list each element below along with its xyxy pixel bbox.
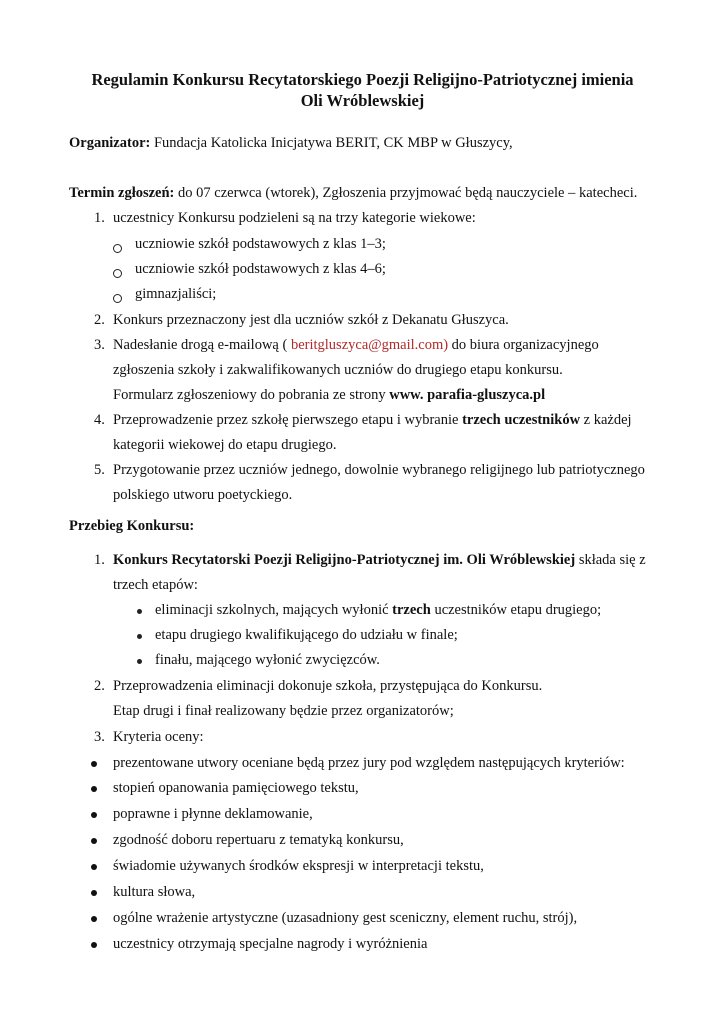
rule-3-number: 3. [94, 337, 105, 353]
organizer-label: Organizator: [69, 135, 151, 151]
rule-4-bold: trzech uczestników [462, 412, 581, 428]
website-link[interactable]: www. parafia-gluszyca.pl [389, 387, 546, 403]
course-1-number: 1. [94, 552, 105, 568]
criteria-item: poprawne i płynne deklamowanie, [113, 806, 313, 822]
email-link[interactable]: beritgluszyca@gmail.com) [290, 337, 449, 353]
course-1-text-after: składa się z [575, 552, 646, 568]
title-line-2: Oli Wróblewskiej [300, 91, 425, 110]
bullet-icon [137, 651, 142, 669]
bullet-icon [91, 779, 97, 797]
rule-4-text-before: Przeprowadzenie przez szkołę pierwszego etapu i wybranie [113, 412, 463, 428]
rule-3-line-3-text: Formularz zgłoszeniowy do pobrania ze strony [113, 387, 390, 403]
deadline-text: do 07 czerwca (wtorek), Zgłoszenia przyjmować będą nauczyciele – katecheci. [178, 185, 638, 201]
circle-bullet-icon [113, 265, 122, 283]
course-1-bold: Konkurs Recytatorski Poezji Religijno-Patriotycznej im. Oli Wróblewskiej [113, 552, 576, 568]
criteria-item: prezentowane utwory oceniane będą przez jury pod względem następujących kryteriów: [113, 755, 625, 771]
rule-4-text [113, 411, 632, 429]
document-title [40, 69, 685, 111]
bullet-icon [91, 909, 97, 927]
criteria-item: stopień opanowania pamięciowego tekstu, [113, 780, 359, 796]
rule-4-number: 4. [94, 412, 105, 428]
rule-2-number: 2. [94, 312, 105, 328]
criteria-item: kultura słowa, [113, 884, 196, 900]
bullet-icon [137, 601, 142, 619]
stage-item: etapu drugiego kwalifikującego do udziału w finale; [155, 627, 458, 643]
rule-4-line-2: kategorii wiekowej do etapu drugiego. [113, 437, 337, 453]
category-item: uczniowie szkół podstawowych z klas 4–6; [135, 261, 386, 277]
rule-3-line-2: zgłoszenia szkoły i zakwalifikowanych uczniów do drugiego etapu konkursu. [113, 362, 563, 378]
course-heading: Przebieg Konkursu: [69, 518, 195, 534]
course-2-line-2: Etap drugi i finał realizowany będzie przez organizatorów; [113, 703, 454, 719]
course-1-line-2: trzech etapów: [113, 577, 198, 593]
bullet-icon [91, 754, 97, 772]
bullet-icon [91, 805, 97, 823]
criteria-item: uczestnicy otrzymają specjalne nagrody i wyróżnienia [113, 936, 428, 952]
bullet-icon [91, 935, 97, 953]
circle-bullet-icon [113, 290, 122, 308]
criteria-item: ogólne wrażenie artystyczne (uzasadniony gest sceniczny, element ruchu, strój), [113, 910, 578, 926]
bullet-icon [91, 857, 97, 875]
bullet-icon [91, 831, 97, 849]
course-3-number: 3. [94, 729, 105, 745]
bullet-icon [91, 883, 97, 901]
rule-4-text-after: z każdej [580, 412, 632, 428]
rule-3-text-before: Nadesłanie drogą e-mailową ( [113, 337, 291, 353]
rule-2-text: Konkurs przeznaczony jest dla uczniów szkół z Dekanatu Głuszyca. [113, 312, 509, 328]
deadline-line [69, 184, 637, 202]
course-1-text [113, 551, 646, 569]
criteria-item: zgodność doboru repertuaru z tematyką konkursu, [113, 832, 404, 848]
rule-5-number: 5. [94, 462, 105, 478]
criteria-item: świadomie używanych środków ekspresji w interpretacji tekstu, [113, 858, 484, 874]
rule-1-number: 1. [94, 210, 105, 226]
rule-3-text-after: do biura organizacyjnego [448, 337, 599, 353]
circle-bullet-icon [113, 240, 122, 258]
stage-item [155, 601, 601, 619]
title-line-1: Regulamin Konkursu Recytatorskiego Poezji Religijno-Patriotycznej imienia [91, 70, 634, 89]
course-3-text: Kryteria oceny: [113, 729, 204, 745]
stage-item: finału, mającego wyłonić zwycięzców. [155, 652, 380, 668]
bullet-icon [137, 626, 142, 644]
rule-3-line-3 [113, 386, 545, 404]
organizer-line [69, 134, 513, 152]
stage-1-before: eliminacji szkolnych, mających wyłonić [155, 602, 393, 618]
category-item: gimnazjaliści; [135, 286, 217, 302]
category-item: uczniowie szkół podstawowych z klas 1–3; [135, 236, 386, 252]
stage-1-after: uczestników etapu drugiego; [430, 602, 602, 618]
stage-1-bold: trzech [392, 602, 431, 618]
course-2-number: 2. [94, 678, 105, 694]
rule-5-text: Przygotowanie przez uczniów jednego, dowolnie wybranego religijnego lub patriotycznego [113, 462, 645, 478]
course-2-text: Przeprowadzenia eliminacji dokonuje szkoła, przystępująca do Konkursu. [113, 678, 543, 694]
deadline-label: Termin zgłoszeń: [69, 185, 175, 201]
rule-5-line-2: polskiego utworu poetyckiego. [113, 487, 293, 503]
organizer-text: Fundacja Katolicka Inicjatywa BERIT, CK MBP w Głuszycy, [153, 135, 513, 151]
rule-3-text [113, 336, 599, 354]
rule-1-text: uczestnicy Konkursu podzieleni są na trzy kategorie wiekowe: [113, 210, 476, 226]
